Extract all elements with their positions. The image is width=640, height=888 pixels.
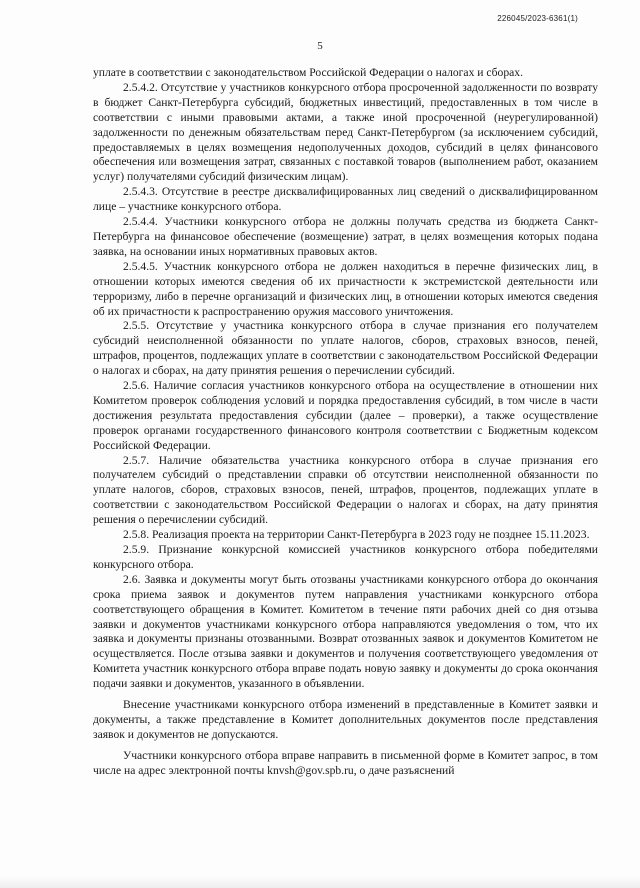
page-number: 5: [317, 40, 323, 52]
paragraph-requests: Участники конкурсного отбора вправе направить в письменной форме в Комитет запрос, в том числе на адрес электронной почты knvsh@gov.spb.ru, о даче разъяснений: [93, 748, 598, 777]
paragraph-2-5-5: 2.5.5. Отсутствие у участника конкурсного отбора в случае признания его получателем субсидий неисполненной обязанности по уплате налогов, сборов, страховых взносов, пеней, штрафов, процентов, подлежащих уплате в соответствии с законодательством Российской Федерации о налогах и сборах, на дату принятия решения о перечислении субсидий.: [93, 319, 598, 378]
paragraph-2-5-4-5: 2.5.4.5. Участник конкурсного отбора не должен находиться в перечне физических лиц, в отношении которых имеются сведения об их причастности к экстремистской деятельности или терроризму, либо в перечне организаций и физических лиц, в отношении которых имеются сведения об их причастности к распространению оружия массового уничтожения.: [93, 259, 598, 318]
paragraph-2-5-4-4: 2.5.4.4. Участники конкурсного отбора не должны получать средства из бюджета Санкт-Петербурга на финансовое обеспечение (возмещение) затрат, в целях возмещения которых подана заявка, на основании иных нормативных правовых актов.: [93, 215, 598, 258]
paragraph-2-5-6: 2.5.6. Наличие согласия участников конкурсного отбора на осуществление в отношении них Комитетом проверок соблюдения условий и порядка предоставления субсидий, в том числе в части достижения результата предоставления субсидии (далее – проверки), а также осуществление проверок органами государственного финансового контроля соответствии с Бюджетным кодексом Российской Федерации.: [93, 379, 598, 452]
paragraph-2-5-7: 2.5.7. Наличие обязательства участника конкурсного отбора в случае признания его получателем субсидий о представлении справки об отсутствии неисполненной обязанности по уплате налогов, сборов, страховых взносов, пеней, штрафов, процентов, подлежащих уплате в соответствии с законодательством Российской Федерации о налогах и сборах, на дату принятия решения о перечислении субсидий.: [93, 453, 598, 527]
paragraph-2-5-4-2: 2.5.4.2. Отсутствие у участников конкурсного отбора просроченной задолженности по возврату в бюджет Санкт-Петербурга субсидий, бюджетных инвестиций, предоставленных в том числе в соответствии с иными правовыми актами, а также иной просроченной (неурегулированной) задолженности по денежным обязательствам перед Санкт-Петербургом (за исключением субсидий, предоставляемых в целях возмещения недополученных доходов, субсидий в целях финансового обеспечения или возмещения затрат, связанных с поставкой товаров (выполнением работ, оказанием услуг) получателями субсидий физическим лицам).: [93, 80, 598, 184]
paragraph-2-6: 2.6. Заявка и документы могут быть отозваны участниками конкурсного отбора до окончания срока приема заявок и документов путем направления участниками конкурсного отбора соответствующего обращения в Комитет. Комитетом в течение пяти рабочих дней со дня отзыва заявки и документов участниками конкурсного отбора направляются уведомления о том, что их заявка и документы признаны отозванными. Возврат отозванных заявок и документов Комитетом не осуществляется. После отзыва заявки и документов и получения соответствующего уведомления от Комитета участник конкурсного отбора вправе подать новую заявку и документы до срока окончания подачи заявки и документов, указанного в объявлении.: [93, 572, 598, 691]
paragraph-continuation: уплате в соответствии с законодательством Российской Федерации о налогах и сборах.: [93, 66, 523, 79]
document-id: 226045/2023-6361(1): [497, 14, 578, 23]
paragraph-2-5-8: 2.5.8. Реализация проекта на территории Санкт-Петербурга в 2023 году не позднее 15.11.2023.: [123, 528, 590, 542]
paragraph-2-5-4-3: 2.5.4.3. Отсутствие в реестре дисквалифицированных лиц сведений о дисквалифицированном лице – участнике конкурсного отбора.: [93, 185, 598, 214]
paragraph-changes: Внесение участниками конкурсного отбора изменений в представленные в Комитет заявки и документы, а также представление в Комитет дополнительных документов после представления заявок и документов не допускаются.: [93, 698, 598, 741]
paragraph-2-5-9: 2.5.9. Признание конкурсной комиссией участников конкурсного отбора победителями конкурсного отбора.: [93, 543, 598, 571]
scan-edge: [0, 876, 640, 888]
document-body: [93, 66, 598, 779]
